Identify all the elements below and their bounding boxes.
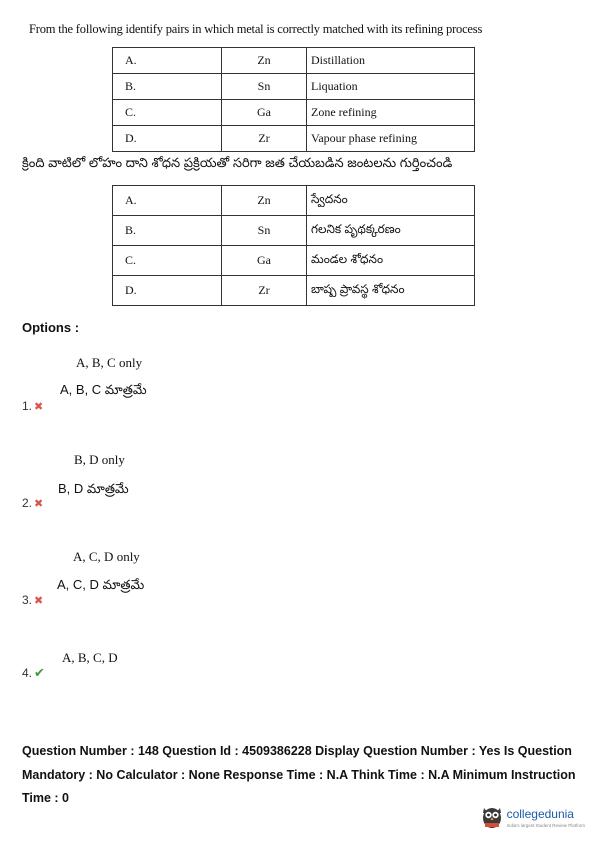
- process-cell: మండల శోధనం: [307, 246, 475, 276]
- table-row: [113, 246, 475, 276]
- checkmark-icon: ✔: [34, 665, 45, 680]
- option-3-marker: [22, 591, 43, 609]
- options-heading: Options :: [22, 320, 80, 335]
- option-3-english[interactable]: A, C, D only: [73, 549, 140, 564]
- metal-cell: Zr: [222, 276, 307, 306]
- table-row: [113, 276, 475, 306]
- match-table-telugu: [112, 185, 475, 306]
- metal-cell: Ga: [222, 100, 307, 126]
- option-2-number: 2.: [22, 496, 33, 510]
- option-1-number: 1.: [22, 399, 33, 413]
- option-3-number: 3.: [22, 593, 33, 607]
- row-label: A.: [113, 48, 222, 74]
- table-row: [113, 100, 475, 126]
- option-4-number: 4.: [22, 666, 33, 680]
- row-label: B.: [113, 216, 222, 246]
- row-label: C.: [113, 246, 222, 276]
- match-table-english: [112, 47, 475, 152]
- cross-icon: ✖: [34, 595, 44, 607]
- process-cell: Zone refining: [307, 100, 475, 126]
- metal-cell: Zr: [222, 126, 307, 152]
- process-cell: Vapour phase refining: [307, 126, 475, 152]
- process-cell: స్వేదనం: [307, 186, 475, 216]
- process-cell: బాష్ప ప్రావస్థ శోధనం: [307, 276, 475, 306]
- option-4-marker: [22, 664, 45, 682]
- question-metadata: Question Number : 148 Question Id : 4509386228 Display Question Number : Yes Is Question Mandatory : No Calculator : None Response Time : N.A Think Time : N.A Minimum Instruction Time : 0: [22, 744, 576, 805]
- question-text-english: From the following identify pairs in which metal is correctly matched with its refining process: [29, 22, 483, 36]
- option-1-marker: [22, 397, 43, 415]
- process-cell: Distillation: [307, 48, 475, 74]
- option-2-telugu[interactable]: B, D మాత్రమే: [58, 481, 129, 496]
- table-row: [113, 186, 475, 216]
- metal-cell: Sn: [222, 216, 307, 246]
- owl-icon: [481, 803, 503, 829]
- table-row: [113, 126, 475, 152]
- table-row: [113, 216, 475, 246]
- metal-cell: Ga: [222, 246, 307, 276]
- option-2-marker: [22, 494, 43, 512]
- cross-icon: ✖: [34, 401, 44, 413]
- metal-cell: Zn: [222, 186, 307, 216]
- row-label: B.: [113, 74, 222, 100]
- option-1-english[interactable]: A, B, C only: [76, 355, 143, 370]
- collegedunia-logo: [481, 800, 585, 832]
- process-cell: గలనిక పృథక్కరణం: [307, 216, 475, 246]
- logo-tagline: India's largest Student Review Platform: [506, 822, 585, 828]
- option-1-telugu[interactable]: A, B, C మాత్రమే: [60, 382, 147, 397]
- option-4-english[interactable]: A, B, C, D: [62, 650, 118, 665]
- row-label: D.: [113, 276, 222, 306]
- option-3-telugu[interactable]: A, C, D మాత్రమే: [57, 577, 145, 592]
- option-2-english[interactable]: B, D only: [74, 452, 125, 467]
- cross-icon: ✖: [34, 498, 44, 510]
- logo-name: collegedunia: [506, 806, 574, 821]
- row-label: D.: [113, 126, 222, 152]
- table-row: [113, 74, 475, 100]
- question-text-telugu: క్రింది వాటిలో లోహం దాని శోధన ప్రక్రియతో సరిగా జత చేయబడిన జంటలను గుర్తించండి: [22, 155, 453, 170]
- table-row: [113, 48, 475, 74]
- process-cell: Liquation: [307, 74, 475, 100]
- metal-cell: Sn: [222, 74, 307, 100]
- metal-cell: Zn: [222, 48, 307, 74]
- row-label: C.: [113, 100, 222, 126]
- row-label: A.: [113, 186, 222, 216]
